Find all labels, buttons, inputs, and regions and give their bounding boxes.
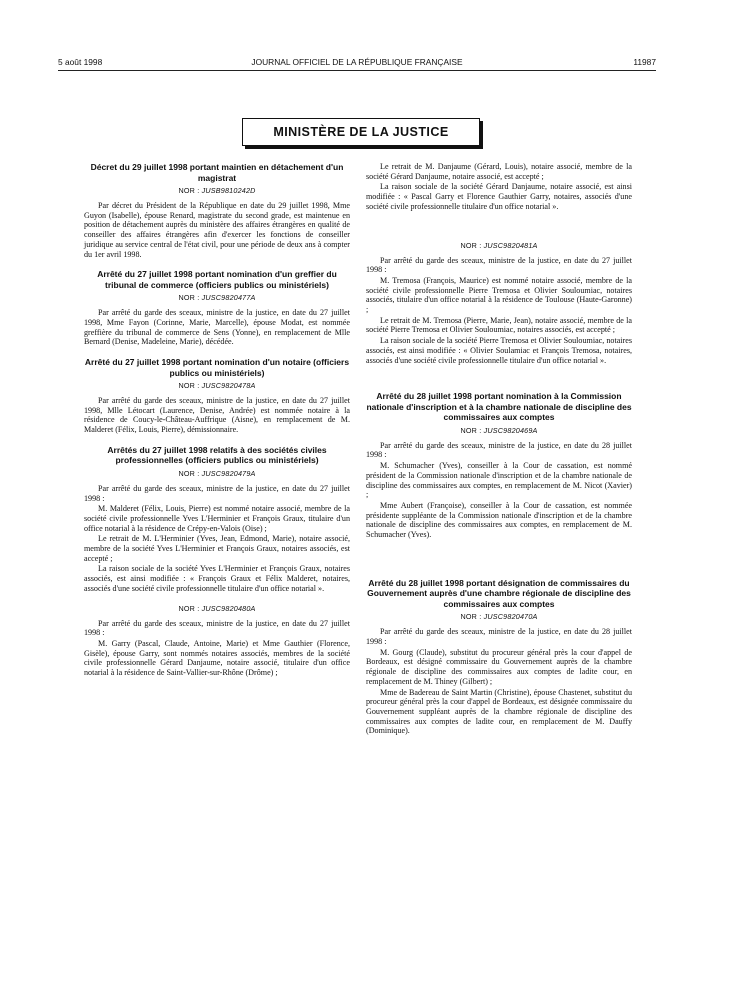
header-date: 5 août 1998 <box>58 57 103 67</box>
paragraph: Mme de Badereau de Saint Martin (Christine), épouse Chastenet, substitut du procureur général près la cour d'appel de Bordeaux, est désignée commissaire du Gouvernement suppléant auprès de la chambre régionale de discipline des commissaires aux comptes de ladite cour, en remplacement de M. Dauffy (Dominique). <box>366 687 632 736</box>
nor-code: JUSC9820478A <box>201 381 256 391</box>
paragraph: Par arrêté du garde des sceaux, ministre de la justice, en date du 27 juillet 1998, Mme Fayon (Corinne, Marie, Marcelle), épouse Modat, est nommée greffière du tribunal de commerce de Sens (Yonne), en remplacement de Mlle Bernard (Denise, Madeleine, Marie), décédée. <box>84 308 350 347</box>
section-tremosa <box>366 241 632 366</box>
paragraph: Le retrait de M. L'Herminier (Yves, Jean, Edmond, Marie), notaire associé, membre de la société Yves L'Herminier et François Graux, notaires associés, est accepté ; <box>84 534 350 563</box>
section-title: Arrêté du 28 juillet 1998 portant nomination à la Commission nationale d'inscription et à la chambre nationale de discipline des commissaires aux comptes <box>366 391 632 423</box>
paragraph: Mme Aubert (Françoise), conseiller à la Cour de cassation, est nommée présidente suppléante de la Commission nationale d'inscription et de la chambre nationale de discipline des commissaires aux comptes, en remplacement de M. Schumacher (Yves). <box>366 500 632 540</box>
nor-code: JUSC9820470A <box>483 612 538 622</box>
section-title: Arrêté du 27 juillet 1998 portant nomination d'un greffier du tribunal de commerce (officiers publics ou ministériels) <box>97 269 337 290</box>
paragraph: La raison sociale de la société Gérard Danjaume, notaire associé, est ainsi modifiée : « Pascal Garry et Florence Gauthier Garry, notaires, associés d'une société civile professionnelle titulaire d'un office notarial ». <box>366 182 632 211</box>
paragraph: Par arrêté du garde des sceaux, ministre de la justice, en date du 28 juillet 1998 : <box>366 627 632 646</box>
section-title: Arrêté du 27 juillet 1998 portant nomination d'un notaire (officiers publics ou ministériels) <box>84 357 350 378</box>
nor-reference <box>366 612 632 621</box>
nor-code: JUSC9820479A <box>201 468 256 478</box>
nor-reference <box>84 604 350 613</box>
nor-code: JUSC9820481A <box>483 240 538 250</box>
paragraph: Par arrêté du garde des sceaux, ministre de la justice, en date du 27 juillet 1998 : <box>366 255 632 275</box>
nor-reference <box>84 469 350 478</box>
section-decret-guyon <box>84 162 350 259</box>
paragraph: Par arrêté du garde des sceaux, ministre de la justice, en date du 27 juillet 1998, Mlle Létocart (Laurence, Denise, Andrée) est nommée notaire à la résidence de Coucy-le-Château-Auffrique (Aisne), en remplacement de M. Malderet (Félix, Louis, Pierre), démissionnaire. <box>84 396 350 435</box>
section-greffier <box>84 269 350 347</box>
left-column <box>84 162 350 688</box>
nor-label: NOR : <box>178 293 200 303</box>
nor-label: NOR : <box>460 612 482 622</box>
header-page-number: 11987 <box>633 57 656 67</box>
paragraph: Le retrait de M. Tremosa (Pierre, Marie, Jean), notaire associé, membre de la société Pierre Tremosa et Olivier Souloumiac, notaires associés, est accepté ; <box>366 315 632 335</box>
paragraph: M. Malderet (Félix, Louis, Pierre) est nommé notaire associé, membre de la société civile professionnelle Yves L'Herminier et François Graux, titulaire d'un office notarial à la résidence de Crépy-en-Valois (Oise) ; <box>84 504 350 533</box>
spacer <box>366 375 632 391</box>
paragraph: Par décret du Président de la République en date du 29 juillet 1998, Mme Guyon (Isabelle), épouse Renard, magistrate du second grade, est maintenue en position de détachement auprès du ministère des affaires étrangères en qualité de conseiller des affaires étrangères afin d'exercer les fonctions de conseiller juridique au service central de l'état civil, pour une période de deux ans à compter du 1er avril 1998. <box>84 201 350 259</box>
section-danjaume-continued <box>366 162 632 212</box>
nor-reference <box>84 381 350 390</box>
spacer <box>366 222 632 238</box>
nor-label: NOR : <box>178 603 200 613</box>
spacer <box>366 550 632 578</box>
paragraph: La raison sociale de la société Yves L'Herminier et François Graux, notaires associés, est ainsi modifiée : « François Graux et Félix Malderet, notaires, associés d'une société civile professionnelle titulaire d'un office notarial ». <box>84 564 350 593</box>
nor-code: JUSB9810242D <box>201 186 256 195</box>
paragraph: La raison sociale de la société Pierre Tremosa et Olivier Souloumiac, notaires associés, est ainsi modifiée : « Olivier Soulamiac et François Tremosa, notaires, associés d'une société civile professionnelle titulaire d'un office notarial ». <box>366 336 632 365</box>
section-danjaume <box>84 604 350 678</box>
section-title: Arrêtés du 27 juillet 1998 relatifs à des sociétés civiles professionnelles (officiers publics ou ministériels) <box>107 444 327 466</box>
nor-code: JUSC9820480A <box>201 603 256 613</box>
header-rule <box>58 70 656 71</box>
nor-code: JUSC9820477A <box>201 293 256 303</box>
nor-label: NOR : <box>460 240 482 250</box>
paragraph: M. Gourg (Claude), substitut du procureur général près la cour d'appel de Bordeaux, est désigné commissaire du Gouvernement auprès de la chambre régionale de discipline des commissaires aux comptes de ladite cour, en remplacement de M. Thiney (Gilbert) ; <box>366 647 632 686</box>
nor-label: NOR : <box>178 381 200 391</box>
paragraph: M. Tremosa (François, Maurice) est nommé notaire associé, membre de la société civile professionnelle Pierre Tremosa et Olivier Souloumiac, notaires associés, titulaire d'un office notarial à la résidence de Toulouse (Haute-Garonne) ; <box>366 275 632 315</box>
nor-code: JUSC9820469A <box>483 425 538 435</box>
right-column <box>366 162 632 746</box>
section-societes-civiles <box>84 445 350 594</box>
paragraph: M. Garry (Pascal, Claude, Antoine, Marie) et Mme Gauthier (Florence, Gisèle), épouse Garry, sont nommés notaires associés, membres de la société civile professionnelle Gérard Danjaume, notaire associé, titulaire d'un office notarial à la résidence de Saint-Vallier-sur-Rhône (Drôme) ; <box>84 638 350 678</box>
section-notaire <box>84 357 350 435</box>
ministry-title-box: MINISTÈRE DE LA JUSTICE <box>242 118 480 146</box>
paragraph: Par arrêté du garde des sceaux, ministre de la justice, en date du 27 juillet 1998 : <box>84 483 350 503</box>
nor-reference <box>84 186 350 195</box>
nor-label: NOR : <box>460 425 482 435</box>
nor-label: NOR : <box>178 468 200 478</box>
nor-label: NOR : <box>178 186 200 195</box>
header-journal-title: JOURNAL OFFICIEL DE LA RÉPUBLIQUE FRANÇAISE <box>251 57 463 67</box>
section-commissaires-gouvernement <box>366 578 632 736</box>
section-title: Décret du 29 juillet 1998 portant maintien en détachement d'un magistrat <box>90 162 344 183</box>
section-title: Arrêté du 28 juillet 1998 portant désignation de commissaires du Gouvernement auprès d'une chambre régionale de discipline des commissaires aux comptes <box>367 577 631 609</box>
nor-reference <box>84 293 350 302</box>
paragraph: Par arrêté du garde des sceaux, ministre de la justice, en date du 27 juillet 1998 : <box>84 618 350 638</box>
paragraph: Le retrait de M. Danjaume (Gérard, Louis), notaire associé, membre de la société Gérard Danjaume, notaire associé, est accepté ; <box>366 162 632 181</box>
page-header <box>58 57 656 71</box>
nor-reference <box>366 426 632 435</box>
paragraph: M. Schumacher (Yves), conseiller à la Cour de cassation, est nommé président de la Commission nationale d'inscription et de la chambre nationale de discipline des commissaires aux comptes, en remplacement de M. Nicot (Xavier) ; <box>366 461 632 500</box>
nor-reference <box>366 241 632 250</box>
section-commission-nationale <box>366 391 632 540</box>
paragraph: Par arrêté du garde des sceaux, ministre de la justice, en date du 28 juillet 1998 : <box>366 440 632 460</box>
